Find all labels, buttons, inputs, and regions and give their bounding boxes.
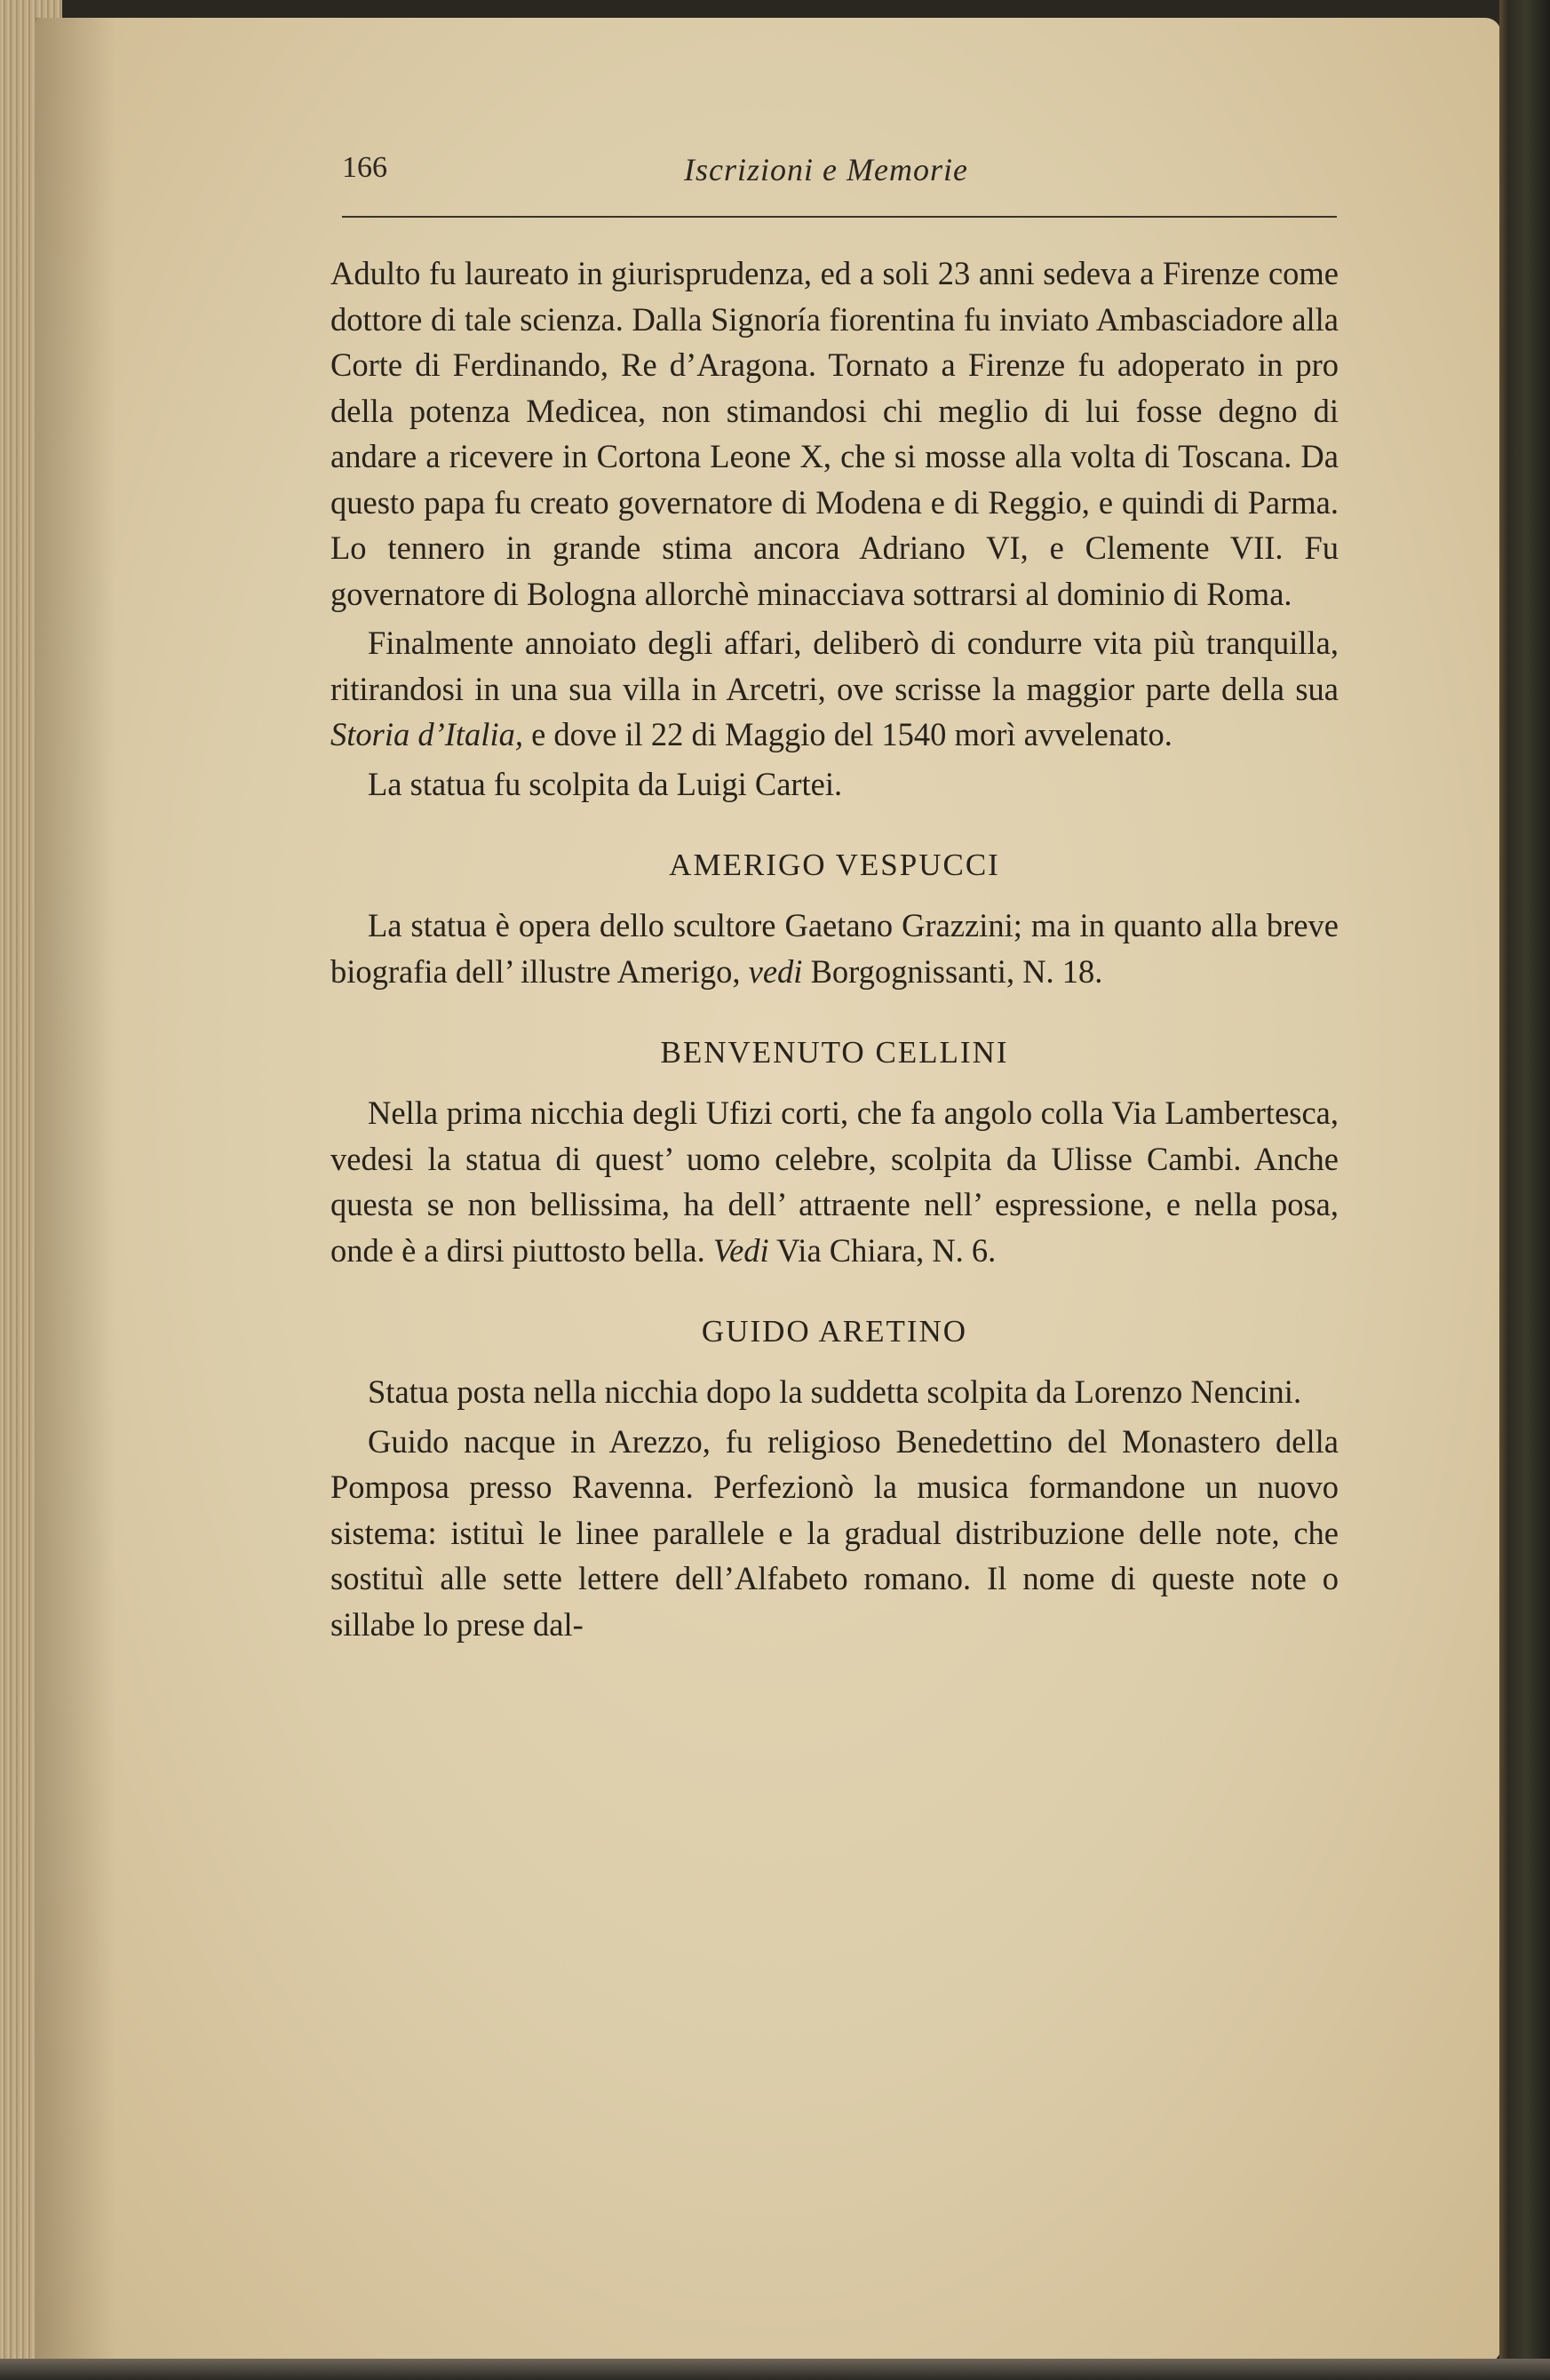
scanner-bottom-edge [0,2359,1550,2380]
vespucci-paragraph: La statua è opera dello scultore Gaetano Grazzini; ma in quanto alla breve biografia dell’ illustre Amerigo, vedi Borgognissanti, N. 18. [330,907,1339,990]
vedi-italic: vedi [748,952,803,990]
heading-cellini: BENVENUTO CELLINI [660,1035,1009,1070]
header-rule [342,216,1337,218]
running-title: Iscrizioni e Memorie [684,152,968,187]
page-body [330,251,1339,1651]
book-cover-edge [1499,0,1550,2380]
aretino-paragraph-2: Guido nacque in Arezzo, fu religioso Benedettino del Monastero della Pomposa presso Ravenna. Perfezionò la musica formandone un nuovo sistema: istituì le linee parallele e la gradual distribuzione delle note, che sostituì alle sette lettere dell’Alfabeto romano. Il nome di queste note o sillabe lo prese dal- [330,1422,1339,1643]
aretino-paragraph-1: Statua posta nella nicchia dopo la suddetta scolpita da Lorenzo Nencini. [368,1373,1302,1410]
heading-vespucci: AMERIGO VESPUCCI [669,848,1000,882]
intro-paragraph-1: Adulto fu laureato in giurisprudenza, ed a soli 23 anni sedeva a Firenze come dottore di tale scienza. Dalla Signoría fiorentina fu inviato Ambasciadore alla Corte di Ferdinando, Re d’Aragona. Tornato a Firenze fu adoperato in pro della potenza Medicea, non stimandosi chi meglio di lui fosse degno di andare a ricevere in Cortona Leone X, che si mosse alla volta di Toscana. Da questo papa fu creato governatore di Modena e di Reggio, e quindi di Parma. Lo tennero in grande stima ancora Adriano VI, e Clemente VII. Fu governatore di Bologna allorchè minacciava sottrarsi al dominio di Roma. [330,255,1339,612]
spine-shadow [36,18,115,2363]
book-title-italic: Storia d’Italia, [330,716,523,752]
intro-paragraph-3: La statua fu scolpita da Luigi Cartei. [368,765,843,802]
vedi-italic: Vedi [712,1231,769,1269]
intro-paragraph-2: Finalmente annoiato degli affari, deliberò di condurre vita più tranquilla, ritirandosi in una sua villa in Arcetri, ove scrisse la maggior parte della sua Storia d’Italia, e dove il 22 di Maggio del 1540 morì avvelenato. [330,625,1339,752]
heading-aretino: GUIDO ARETINO [701,1314,968,1349]
cellini-paragraph: Nella prima nicchia degli Ufizi corti, che fa angolo colla Via Lambertesca, vedesi la statua di quest’ uomo celebre, scolpita da Ulisse Cambi. Anche questa se non bellissima, ha dell’ attraente nell’ espressione, e nella posa, onde è a dirsi piuttosto bella. Vedi Via Chiara, N. 6. [330,1094,1339,1269]
page-header [342,151,1337,204]
page-number: 166 [342,151,387,184]
